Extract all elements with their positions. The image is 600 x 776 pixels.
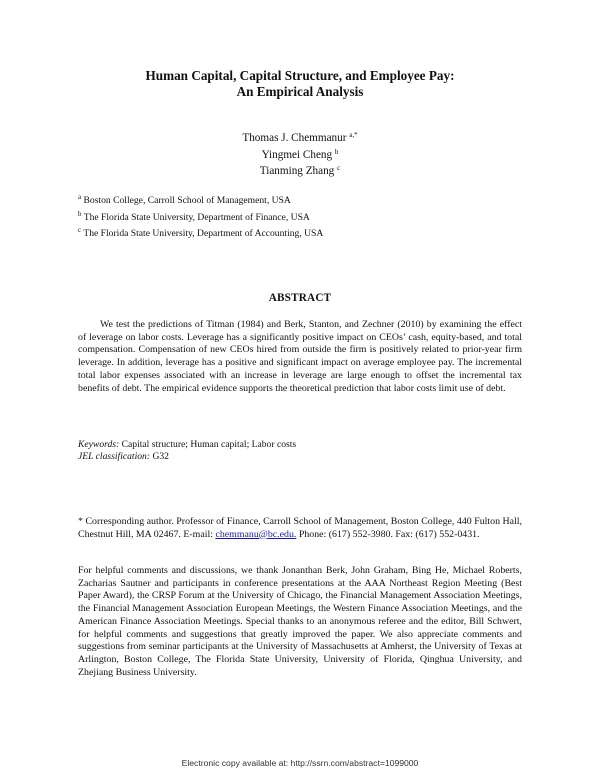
affiliation: $^a$ Boston College, Carroll School of Management, USA — [78, 193, 291, 206]
jel-value: G32 — [152, 451, 169, 463]
title-line-1: Human Capital, Capital Structure, and Employee Pay: — [145, 68, 455, 83]
author: Yingmei Cheng $^b$ — [261, 147, 339, 161]
author: Thomas J. Chemmanur $^{a,*}$ — [242, 131, 358, 144]
jel-line — [78, 451, 296, 463]
abstract-text: We test the predictions of Titman (1984) and Berk, Stanton, and Zechner (2010) by examining the effect of leverage on labor costs. Leverage has a significantly positive impact on CEOs’ cash, equity-based, and total compensation. Compensation of new CEOs hired from outside the firm is positively related to prior-year firm leverage. In addition, leverage has a positive and significant impact on average employee pay. The incremental total labor expenses associated with an increase in leverage are large enough to offset the incremental tax benefits of debt. The empirical evidence supports the theoretical prediction that labor costs limit use of debt. — [78, 319, 522, 394]
title-line-2: An Empirical Analysis — [236, 84, 364, 99]
email-link[interactable]: chemmanu@bc.edu. — [215, 528, 297, 540]
keywords-line — [78, 439, 296, 451]
acknowledgments: For helpful comments and discussions, we thank Jonanthan Berk, John Graham, Bing He, Michael Roberts, Zacharias Sautner and participants in conference presentations at the AAA Northeast Region Meeting (Best Paper Award), the CRSP Forum at the University of Chicago, the Financial Management Association Meetings, the Financial Management Association European Meetings, the Western Finance Association Meetings, and the American Finance Association Meetings. Special thanks to an anonymous referee and the editor, Bill Schwert, for helpful comments and suggestions that greatly improved the paper. We also appreciate comments and suggestions from seminar participants at the University of Massachusetts at Amherst, the University of Texas at Arlington, Boston College, The Florida State University, University of Florida, Qinghua University, and Zhejiang Business University. — [78, 565, 522, 678]
abstract-heading: ABSTRACT — [268, 292, 332, 304]
affiliation: $^c$ The Florida State University, Department of Accounting, USA — [78, 226, 324, 239]
jel-label: JEL classification: — [78, 451, 151, 463]
author-mark: b — [334, 147, 339, 156]
author-list — [0, 129, 600, 179]
corresponding-author-footnote: * Corresponding author. Professor of Finance, Carroll School of Management, Boston College, 440 Fulton Hall, Chestnut Hill, MA 02467. E-mail: chemmanu@bc.edu. Phone: (617) 552-3980. Fax: (617) 552-0431. — [78, 516, 522, 540]
ssrn-footer: Electronic copy available at: http://ssrn.com/abstract=1099000 — [181, 758, 419, 768]
keywords-label: Keywords: — [78, 439, 120, 450]
keywords-value: Capital structure; Human capital; Labor costs — [121, 439, 297, 450]
affiliation-list — [78, 191, 323, 241]
paper-title — [0, 68, 600, 100]
affiliation: $^b$ The Florida State University, Department of Finance, USA — [78, 209, 310, 223]
keywords-block — [78, 439, 296, 464]
author: Tianming Zhang $^c$ — [259, 164, 341, 177]
author-mark: a,* — [349, 131, 358, 139]
author-mark: c — [337, 164, 341, 172]
